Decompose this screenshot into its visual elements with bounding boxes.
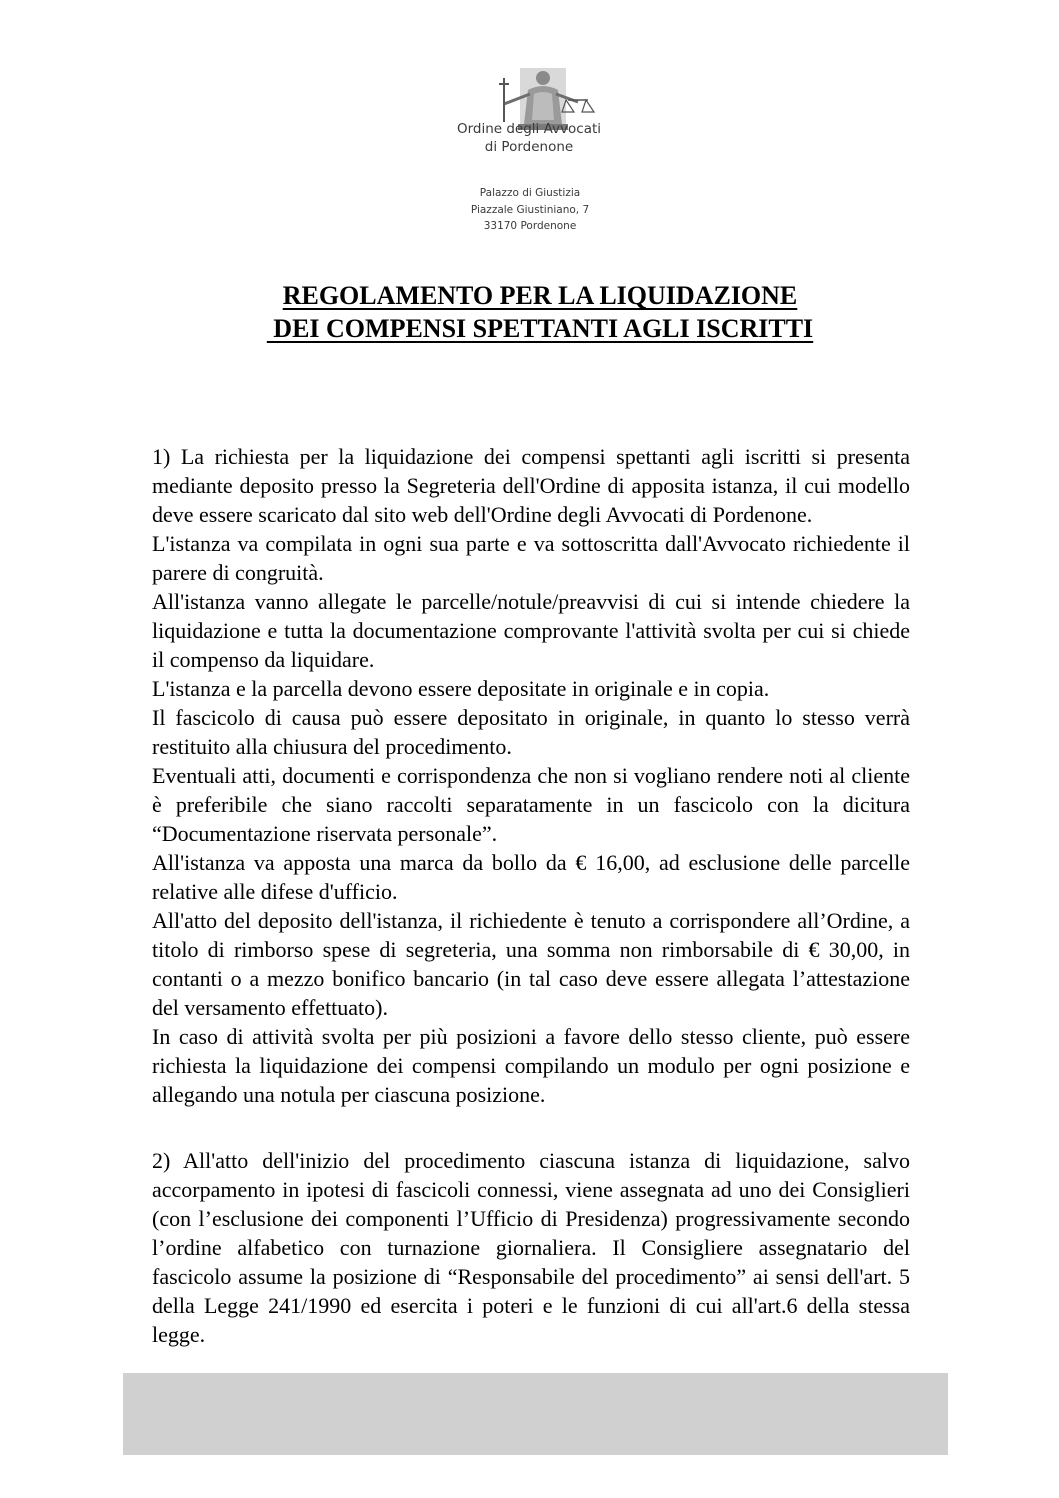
footer-bar (123, 1373, 948, 1455)
section-1-paragraph: L'istanza e la parcella devono essere depositate in originale e in copia. (152, 676, 770, 701)
section-1-paragraph: 1) La richiesta per la liquidazione dei compensi spettanti agli iscritti si presenta mediante deposito presso la Segreteria dell'Ordine di apposita istanza, il cui modello deve essere scaricato dal sito web dell'Ordine degli Avvocati di Pordenone. (152, 444, 910, 527)
section-1-paragraph: All'atto del deposito dell'istanza, il richiedente è tenuto a corrispondere all’Ordine, a titolo di rimborso spese di segreteria, una somma non rimborsabile di € 30,00, in contanti o a mezzo bonifico bancario (in tal caso deve essere allegata l’attestazione del versamento effettuato). (152, 908, 910, 1020)
address-line1: Palazzo di Giustizia (479, 187, 581, 199)
organization-name-line2: di Pordenone (484, 139, 574, 155)
organization-name (434, 120, 624, 156)
document-title (150, 279, 930, 345)
organization-address (440, 185, 620, 235)
section-1-paragraph: L'istanza va compilata in ogni sua parte e va sottoscritta dall'Avvocato richiedente il parere di congruità. (152, 531, 910, 585)
document-body (152, 442, 910, 1349)
section-1-paragraph: Il fascicolo di causa può essere depositato in originale, in quanto lo stesso verrà restituito alla chiusura del procedimento. (152, 705, 910, 759)
document-title-line1: REGOLAMENTO PER LA LIQUIDAZIONE (282, 281, 798, 310)
section-1-paragraph: All'istanza va apposta una marca da bollo da € 16,00, ad esclusione delle parcelle relative alle difese d'ufficio. (152, 850, 910, 904)
address-line3: 33170 Pordenone (483, 220, 577, 232)
section-1-paragraph: In caso di attività svolta per più posizioni a favore dello stesso cliente, può essere richiesta la liquidazione dei compensi compilando un modulo per ogni posizione e allegando una notula per ciascuna posizione. (152, 1024, 910, 1107)
section-1-paragraph: Eventuali atti, documenti e corrispondenza che non si vogliano rendere noti al cliente è preferibile che siano raccolti separatamente in un fascicolo con la dicitura “Documentazione riservata personale”. (152, 763, 910, 846)
address-line2: Piazzale Giustiniano, 7 (470, 203, 590, 216)
document-title-line2: DEI COMPENSI SPETTANTI AGLI ISCRITTI (266, 314, 814, 343)
section-2-paragraph: 2) All'atto dell'inizio del procedimento ciascuna istanza di liquidazione, salvo accorpamento in ipotesi di fascicoli connessi, viene assegnata ad uno dei Consiglieri (con l’esclusione dei componenti l’Ufficio di Presidenza) progressivamente secondo l’ordine alfabetico con turnazione giornaliera. Il Consigliere assegnatario del fascicolo assume la posizione di “Responsabile del procedimento” ai sensi dell'art. 5 della Legge 241/1990 ed esercita i poteri e le funzioni di cui all'art.6 della stessa legge. (152, 1148, 910, 1347)
section-1 (152, 442, 910, 1109)
letterhead (0, 60, 1059, 240)
section-1-paragraph: All'istanza vanno allegate le parcelle/notule/preavvisi di cui si intende chiedere la liquidazione e tutta la documentazione comprovante l'attività svolta per cui si chiede il compenso da liquidare. (152, 589, 910, 672)
organization-name-line1: Ordine degli Avvocati (456, 121, 602, 137)
